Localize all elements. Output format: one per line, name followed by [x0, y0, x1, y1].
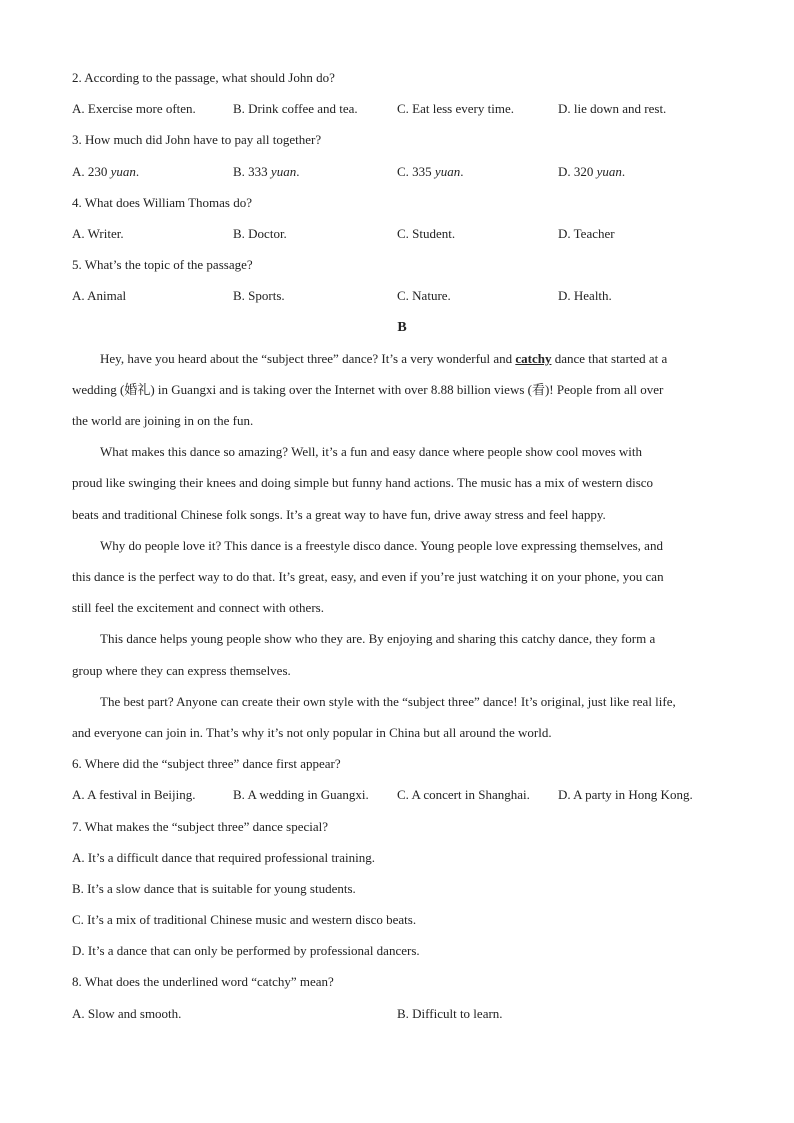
- option-b[interactable]: B. It’s a slow dance that is suitable for young students.: [72, 880, 356, 896]
- paragraph-line: What makes this dance so amazing? Well, it’s a fun and easy dance where people show cool moves with: [100, 444, 643, 460]
- option-d[interactable]: D. It’s a dance that can only be performed by professional dancers.: [72, 943, 420, 959]
- passage-paragraph-4: [72, 623, 732, 685]
- question-3-options: [72, 156, 732, 187]
- option-b[interactable]: B. A wedding in Guangxi.: [233, 787, 369, 803]
- option-d[interactable]: D. Health.: [558, 288, 612, 304]
- passage-paragraph-1: [72, 343, 732, 437]
- question-6: 6. Where did the “subject three” dance first appear?: [72, 756, 341, 772]
- option-a[interactable]: A. Animal: [72, 288, 127, 304]
- question-4-options: [72, 218, 732, 249]
- underlined-word: catchy: [515, 350, 552, 366]
- question-8-options: [72, 998, 732, 1029]
- section-b-title: B: [397, 319, 407, 335]
- question-5: 5. What’s the topic of the passage?: [72, 257, 253, 273]
- option-b[interactable]: B. Difficult to learn.: [397, 1005, 503, 1021]
- question-3: 3. How much did John have to pay all together?: [72, 132, 322, 148]
- paragraph-line: group where they can express themselves.: [72, 662, 291, 678]
- question-7: 7. What makes the “subject three” dance special?: [72, 818, 329, 834]
- option-a[interactable]: A. Slow and smooth.: [72, 1005, 182, 1021]
- paragraph-line: this dance is the perfect way to do that. It’s great, easy, and even if you’re just watching it on your phone, you can: [72, 569, 664, 584]
- option-c[interactable]: C. It’s a mix of traditional Chinese music and western disco beats.: [72, 912, 417, 928]
- question-5-options: [72, 280, 732, 311]
- passage-paragraph-2: [72, 436, 732, 530]
- passage-paragraph-3: [72, 530, 732, 624]
- paragraph-line: This dance helps young people show who they are. By enjoying and sharing this catchy dance, they form a: [100, 631, 656, 647]
- paragraph-line: still feel the excitement and connect with others.: [72, 600, 324, 616]
- option-a[interactable]: A. Writer.: [72, 225, 124, 241]
- option-a[interactable]: A. A festival in Beijing.: [72, 787, 196, 803]
- option-c[interactable]: C. Student.: [397, 225, 456, 241]
- paragraph-line: The best part? Anyone can create their own style with the “subject three” dance! It’s original, just like real life,: [100, 693, 676, 709]
- option-d[interactable]: D. A party in Hong Kong.: [558, 787, 693, 803]
- option-b[interactable]: B. Drink coffee and tea.: [233, 101, 358, 117]
- option-d[interactable]: D. lie down and rest.: [558, 101, 667, 117]
- paragraph-line: Why do people love it? This dance is a freestyle disco dance. Young people love expressing themselves, and: [100, 537, 663, 553]
- option-b[interactable]: B. 333 yuan.: [233, 163, 300, 179]
- question-2: 2. According to the passage, what should John do?: [72, 70, 335, 85]
- option-a[interactable]: A. Exercise more often.: [72, 101, 196, 117]
- option-d[interactable]: D. Teacher: [558, 225, 615, 241]
- option-c[interactable]: C. 335 yuan.: [397, 163, 464, 179]
- option-b[interactable]: B. Doctor.: [233, 225, 287, 241]
- paragraph-line: and everyone can join in. That’s why it’s not only popular in China but all around the world.: [72, 724, 552, 740]
- option-b[interactable]: B. Sports.: [233, 288, 285, 304]
- paragraph-line: beats and traditional Chinese folk songs. It’s a great way to have fun, drive away stress and feel happy.: [72, 506, 606, 522]
- paragraph-line: Hey, have you heard about the “subject three” dance? It’s a very wonderful and catchy dance that started at a: [100, 350, 668, 366]
- option-c[interactable]: C. Nature.: [397, 288, 451, 304]
- paragraph-line: proud like swinging their knees and doing simple but funny hand actions. The music has a mix of western disco: [72, 475, 654, 491]
- question-8: 8. What does the underlined word “catchy” mean?: [72, 974, 334, 990]
- question-6-options: [72, 779, 732, 810]
- option-c[interactable]: C. A concert in Shanghai.: [397, 787, 530, 803]
- passage-paragraph-5: [72, 686, 732, 748]
- document-page: [72, 62, 732, 1029]
- question-4: 4. What does William Thomas do?: [72, 194, 253, 210]
- question-2-options: [72, 93, 732, 124]
- option-a[interactable]: A. 230 yuan.: [72, 163, 140, 179]
- option-c[interactable]: C. Eat less every time.: [397, 101, 514, 117]
- option-a[interactable]: A. It’s a difficult dance that required professional training.: [72, 849, 375, 865]
- paragraph-line: the world are joining in on the fun.: [72, 413, 254, 429]
- paragraph-line: wedding (婚礼) in Guangxi and is taking over the Internet with over 8.88 billion views (看)! People from all over: [72, 381, 664, 397]
- option-d[interactable]: D. 320 yuan.: [558, 163, 626, 179]
